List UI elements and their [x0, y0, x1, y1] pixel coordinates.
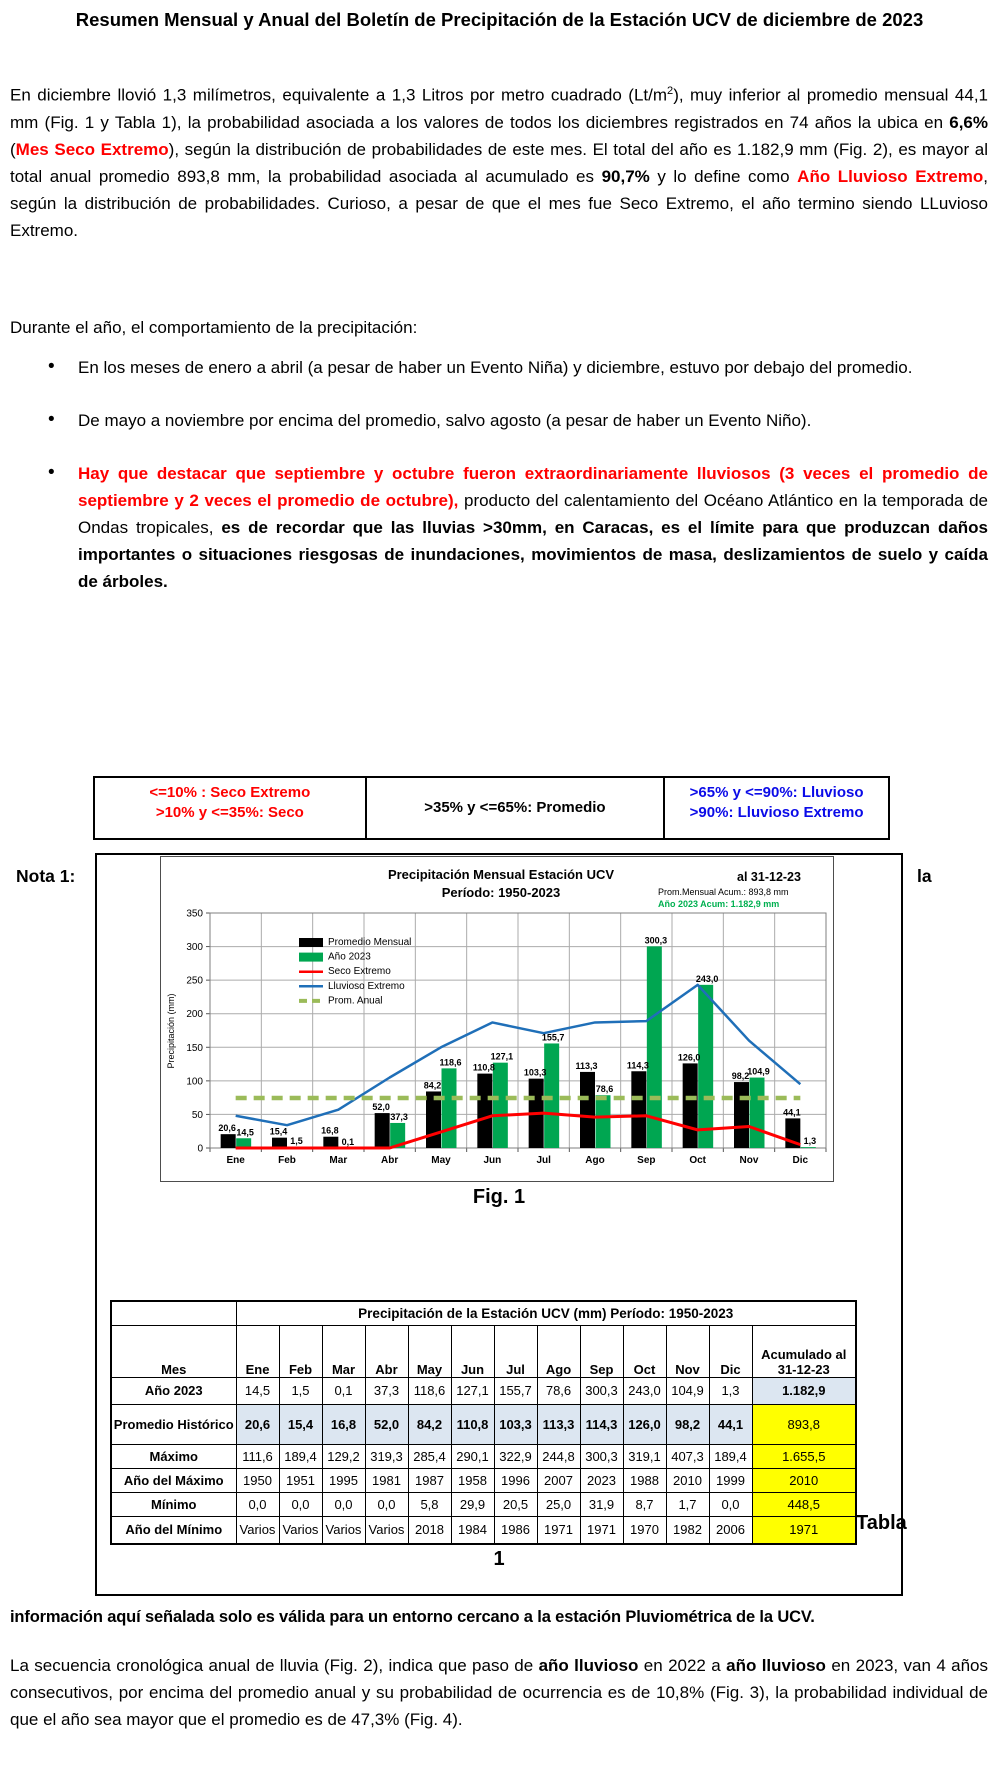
table-col-header: Dic [709, 1325, 752, 1377]
table-cell: 44,1 [709, 1404, 752, 1444]
bar-label-promedio: 103,3 [523, 1067, 547, 1078]
bar-label-2023: 1,5 [290, 1135, 303, 1146]
table-accum-header: Acumulado al 31-12-23 [752, 1325, 856, 1377]
table-cell: 0,0 [365, 1492, 408, 1516]
text-run: 2 [667, 85, 674, 97]
text-run: producto del calentamiento del Océano Atlántico en la temporada de Ondas tropicales, [78, 491, 989, 537]
y-tick-label: 300 [186, 942, 203, 954]
table-cell: 243,0 [623, 1377, 666, 1404]
nota-continuation: información aquí señalada solo es válida para un entorno cercano a la estación Pluviométrica de la UCV. [10, 1608, 815, 1626]
table-cell: 1971 [537, 1516, 580, 1544]
table-col-header: Ago [537, 1325, 580, 1377]
table-row-label: Año del Máximo [111, 1468, 236, 1492]
table-cell: 1995 [322, 1468, 365, 1492]
table-cell: 189,4 [279, 1444, 322, 1468]
table-cell: Varios [365, 1516, 408, 1544]
text-run: ( [10, 139, 16, 159]
text-run: en 2022 a [638, 1656, 727, 1675]
table-cell: 29,9 [451, 1492, 494, 1516]
y-tick-label: 50 [191, 1109, 203, 1121]
table-cell: 52,0 [365, 1404, 408, 1444]
table-cell: 1984 [451, 1516, 494, 1544]
table-cell: 113,3 [537, 1404, 580, 1444]
table-accum-cell: 1.182,9 [752, 1377, 856, 1404]
x-axis-label: Sep [637, 1155, 656, 1166]
y-tick-label: 350 [186, 908, 203, 920]
bar-label-promedio: 126,0 [677, 1052, 701, 1063]
table-cell: 25,0 [537, 1492, 580, 1516]
table-cell: 2006 [709, 1516, 752, 1544]
bar-label-promedio: 15,4 [269, 1126, 288, 1137]
x-axis-label: Feb [278, 1155, 296, 1166]
table-accum-cell: 448,5 [752, 1492, 856, 1516]
x-axis-label: Nov [739, 1155, 759, 1166]
table-cell: 1999 [709, 1468, 752, 1492]
table-cell: 2018 [408, 1516, 451, 1544]
table-row [111, 1468, 856, 1492]
legend-label: Promedio Mensual [328, 937, 412, 948]
nota-wrap-word: la [917, 866, 932, 886]
table-row [111, 1325, 856, 1377]
table-accum-cell: 893,8 [752, 1404, 856, 1444]
bar-label-promedio: 52,0 [372, 1102, 390, 1113]
y-tick-label: 250 [186, 975, 203, 987]
legend-swatch [299, 953, 323, 962]
table-col-header: Ene [236, 1325, 279, 1377]
y-tick-label: 0 [197, 1143, 203, 1155]
text-run: 90,7% [601, 166, 650, 186]
nota-label: Nota 1: [16, 866, 76, 886]
text-run: año lluvioso [538, 1656, 639, 1675]
bar-label-promedio: 44,1 [783, 1107, 801, 1118]
text-run: , según la distribución de probabilidades. Curioso, a pesar de que el mes fue Seco Extremo, el año termino siendo LLuvioso Extremo. [10, 166, 988, 240]
page-title: Resumen Mensual y Anual del Boletín de Precipitación de la Estación UCV de diciembre de 2023 [75, 9, 924, 30]
x-axis-label: Ene [226, 1155, 245, 1166]
bar-2023 [596, 1095, 611, 1148]
text-run: En los meses de enero a abril (a pesar de haber un Evento Niña) y diciembre, estuvo por debajo del promedio. [78, 358, 913, 377]
text-run: Mes Seco Extremo [15, 139, 169, 159]
bar-label-promedio: 113,3 [575, 1060, 598, 1071]
table-cell: Varios [322, 1516, 365, 1544]
legend-line: <=10% : Seco Extremo [149, 784, 311, 801]
table-cell: 0,1 [322, 1377, 365, 1404]
table-cell: 20,5 [494, 1492, 537, 1516]
table-row [111, 1377, 856, 1404]
table-cell: 126,0 [623, 1404, 666, 1444]
legend-line: >35% y <=65%: Promedio [424, 799, 606, 816]
bar-promedio [631, 1071, 646, 1148]
x-axis-label: Mar [329, 1155, 348, 1166]
table-col-header: Jul [494, 1325, 537, 1377]
bar-label-promedio: 114,3 [626, 1060, 649, 1071]
table-cell: Varios [236, 1516, 279, 1544]
table-cell: 111,6 [236, 1444, 279, 1468]
table-cell: 37,3 [365, 1377, 408, 1404]
bullet-item-3 [10, 460, 988, 595]
bar-promedio [221, 1134, 236, 1148]
bar-promedio [323, 1137, 338, 1148]
table-cell: 300,3 [580, 1444, 623, 1468]
chart-annotation-prom: Prom.Mensual Acum.: 893,8 mm [658, 887, 789, 897]
table-cell: 407,3 [666, 1444, 709, 1468]
table-cell: 2023 [580, 1468, 623, 1492]
legend-label: Prom. Anual [328, 995, 383, 1007]
table-cell: 8,7 [623, 1492, 666, 1516]
table-cell: 16,8 [322, 1404, 365, 1444]
bar-2023 [750, 1078, 765, 1148]
x-axis-label: Jun [483, 1155, 502, 1166]
table-cell: 114,3 [580, 1404, 623, 1444]
table-cell: 118,6 [408, 1377, 451, 1404]
closing-paragraph [10, 1652, 988, 1733]
text-run: año lluvioso [726, 1656, 826, 1675]
chart-asof-label: al 31-12-23 [737, 870, 801, 884]
bullet-item-2 [10, 407, 988, 434]
chart-svg [161, 857, 833, 1181]
table-row [111, 1301, 856, 1325]
legend-line: >10% y <=35%: Seco [155, 804, 304, 821]
bar-label-2023: 37,3 [390, 1111, 408, 1122]
table-cell: 285,4 [408, 1444, 451, 1468]
table-cell: 98,2 [666, 1404, 709, 1444]
table-cell: 84,2 [408, 1404, 451, 1444]
table-cell: 5,8 [408, 1492, 451, 1516]
table-cell: 104,9 [666, 1377, 709, 1404]
table-cell: 0,0 [236, 1492, 279, 1516]
table-col-header: May [408, 1325, 451, 1377]
text-run: y lo define como [649, 166, 798, 186]
table-row-label: Promedio Histórico [111, 1404, 236, 1444]
legend-label: Año 2023 [328, 951, 371, 963]
table-cell: 1981 [365, 1468, 408, 1492]
table-cell: 244,8 [537, 1444, 580, 1468]
classification-legend [93, 776, 890, 840]
table-cell: 1950 [236, 1468, 279, 1492]
table-cell: 1986 [494, 1516, 537, 1544]
bar-promedio [580, 1072, 595, 1148]
table-cell: 1958 [451, 1468, 494, 1492]
table-col-header: Abr [365, 1325, 408, 1377]
x-axis-label: Jul [536, 1155, 551, 1166]
table-row [111, 1444, 856, 1468]
legend-cell-lluvioso [665, 778, 888, 838]
bar-promedio [272, 1138, 287, 1148]
bar-label-2023: 78,6 [595, 1084, 614, 1095]
bar-promedio [375, 1113, 390, 1148]
bar-label-2023: 243,0 [695, 973, 719, 984]
table-cell: 1,7 [666, 1492, 709, 1516]
bullet-list [10, 354, 988, 621]
table-row-label: Año del Mínimo [111, 1516, 236, 1544]
table-cell: 1988 [623, 1468, 666, 1492]
table-cell: 0,0 [279, 1492, 322, 1516]
precip-table [110, 1300, 857, 1545]
y-tick-label: 200 [186, 1009, 203, 1021]
text-run: es de recordar que las lluvias >30mm, en Caracas, es el límite para que produzcan daños importantes o situaciones riesgosas de inundaciones, movimientos de masa, deslizamientos de suelo y caída de árboles. [78, 518, 988, 591]
x-axis-label: May [431, 1155, 451, 1166]
chart-title: Precipitación Mensual Estación UCV [387, 867, 615, 882]
bar-2023 [493, 1063, 508, 1148]
table-cell: 322,9 [494, 1444, 537, 1468]
table-cell: 110,8 [451, 1404, 494, 1444]
bar-label-2023: 300,3 [644, 935, 668, 946]
text-run: ), muy inferior al promedio mensual 44,1 mm (Fig. 1 y Tabla 1), la probabilidad asociada a los valores de todos los diciembres registrados en 74 años la ubica en [10, 85, 988, 132]
legend-cell-promedio [367, 778, 666, 838]
table-row-label: Año 2023 [111, 1377, 236, 1404]
table-cell: 20,6 [236, 1404, 279, 1444]
table-cell: 31,9 [580, 1492, 623, 1516]
legend-line: >90%: Lluvioso Extremo [689, 804, 864, 821]
text-run: En diciembre llovió 1,3 milímetros, equivalente a 1,3 Litros por metro cuadrado (Lt/m [10, 85, 668, 105]
text-run: De mayo a noviembre por encima del promedio, salvo agosto (a pesar de haber un Evento Niño). [78, 411, 812, 430]
bar-label-promedio: 84,2 [423, 1080, 442, 1091]
table-cell: 319,1 [623, 1444, 666, 1468]
text-run: 6,6% [949, 112, 988, 132]
table-cell: Varios [279, 1516, 322, 1544]
table-row [111, 1492, 856, 1516]
table-cell: 0,0 [322, 1492, 365, 1516]
table-accum-cell: 1.655,5 [752, 1444, 856, 1468]
table-col-header: Mar [322, 1325, 365, 1377]
table-cell: 15,4 [279, 1404, 322, 1444]
table-cell: 1,5 [279, 1377, 322, 1404]
bar-label-2023: 0,1 [341, 1136, 355, 1147]
table-row [111, 1516, 856, 1544]
table-cell: 290,1 [451, 1444, 494, 1468]
x-axis-label: Dic [792, 1155, 809, 1166]
table-cell: 2010 [666, 1468, 709, 1492]
table-col-header: Nov [666, 1325, 709, 1377]
bar-promedio [683, 1063, 698, 1148]
legend-label: Seco Extremo [328, 966, 391, 978]
text-run: en 2023, van 4 años consecutivos, por encima del promedio anual y su probabilidad de ocurrencia es de 10,8% (Fig. 3), la probabilidad individual de que el año sea mayor que el promedio es de 47,3% (Fig. 4). [10, 1656, 989, 1729]
table-cell: 1971 [580, 1516, 623, 1544]
bar-label-promedio: 16,8 [321, 1125, 339, 1136]
table-cell: 2007 [537, 1468, 580, 1492]
bar-2023 [801, 1147, 816, 1148]
chart-subtitle: Período: 1950-2023 [441, 885, 561, 900]
behavior-intro-line: Durante el año, el comportamiento de la precipitación: [10, 318, 418, 337]
text-run: La secuencia cronológica anual de lluvia (Fig. 2), indica que paso de [10, 1656, 539, 1675]
table-cell: 103,3 [494, 1404, 537, 1444]
table-col-header: Oct [623, 1325, 666, 1377]
bar-label-2023: 104,9 [747, 1066, 770, 1077]
table-corner-cell [111, 1301, 236, 1325]
x-axis-label: Ago [585, 1155, 605, 1166]
x-axis-label: Oct [689, 1155, 707, 1166]
table-cell: 1970 [623, 1516, 666, 1544]
table-cell: 1982 [666, 1516, 709, 1544]
bullet-item-1 [10, 354, 988, 381]
table-col-header: Feb [279, 1325, 322, 1377]
bar-label-2023: 14,5 [236, 1127, 254, 1138]
bar-label-2023: 127,1 [490, 1051, 514, 1062]
bar-label-promedio: 110,8 [472, 1062, 495, 1073]
table-cell: 1,3 [709, 1377, 752, 1404]
text-run: Hay que destacar que septiembre y octubre fueron extraordinariamente lluviosos (3 veces el promedio de septiembre y 2 veces el promedio de octubre), [78, 464, 988, 510]
bar-2023 [698, 985, 713, 1148]
table-col-header: Mes [111, 1325, 236, 1377]
figure-caption: Fig. 1 [472, 1186, 526, 1208]
legend-cell-seco [95, 778, 367, 838]
table-col-header: Sep [580, 1325, 623, 1377]
table-caption-word: Tabla [856, 1512, 907, 1534]
table-cell: 1996 [494, 1468, 537, 1492]
chart-annotation-2023: Año 2023 Acum: 1.182,9 mm [658, 899, 780, 909]
table-cell: 127,1 [451, 1377, 494, 1404]
y-tick-label: 100 [186, 1076, 203, 1088]
bar-label-promedio: 20,6 [218, 1123, 236, 1134]
legend-label: Lluvioso Extremo [328, 980, 405, 992]
table-accum-cell: 2010 [752, 1468, 856, 1492]
legend-swatch [299, 938, 323, 947]
chart-box [160, 856, 834, 1182]
table-row [111, 1404, 856, 1444]
table-accum-cell: 1971 [752, 1516, 856, 1544]
table-cell: 14,5 [236, 1377, 279, 1404]
table-cell: 319,3 [365, 1444, 408, 1468]
table-col-header: Jun [451, 1325, 494, 1377]
x-axis-label: Abr [381, 1155, 399, 1166]
table-cell: 129,2 [322, 1444, 365, 1468]
table-cell: 155,7 [494, 1377, 537, 1404]
bar-promedio [477, 1074, 492, 1148]
table-merged-header: Precipitación de la Estación UCV (mm) Período: 1950-2023 [236, 1301, 856, 1325]
table-cell: 300,3 [580, 1377, 623, 1404]
table-cell: 189,4 [709, 1444, 752, 1468]
precip-table-body [111, 1301, 856, 1544]
table-cell: 1951 [279, 1468, 322, 1492]
y-axis-title: Precipitación (mm) [166, 993, 176, 1069]
legend-line: >65% y <=90%: Lluvioso [689, 784, 864, 801]
table-cell: 78,6 [537, 1377, 580, 1404]
table-row-label: Máximo [111, 1444, 236, 1468]
bar-label-2023: 1,3 [803, 1136, 817, 1147]
intro-paragraph [10, 78, 988, 244]
text-run: ), según la distribución de probabilidades de este mes. El total del año es 1.182,9 mm (Fig. 2), es mayor al total anual promedio 893,8 mm, la probabilidad asociada al acumulado es [10, 139, 988, 186]
table-row-label: Mínimo [111, 1492, 236, 1516]
bar-label-promedio: 98,2 [731, 1071, 750, 1082]
bar-2023 [442, 1068, 457, 1148]
text-run: Año Lluvioso Extremo [797, 166, 984, 186]
table-cell: 0,0 [709, 1492, 752, 1516]
bar-promedio [734, 1082, 749, 1148]
bar-label-2023: 118,6 [439, 1057, 462, 1068]
table-cell: 1987 [408, 1468, 451, 1492]
table-caption-number: 1 [493, 1548, 505, 1570]
y-tick-label: 150 [186, 1042, 203, 1054]
bar-label-2023: 155,7 [541, 1032, 565, 1043]
